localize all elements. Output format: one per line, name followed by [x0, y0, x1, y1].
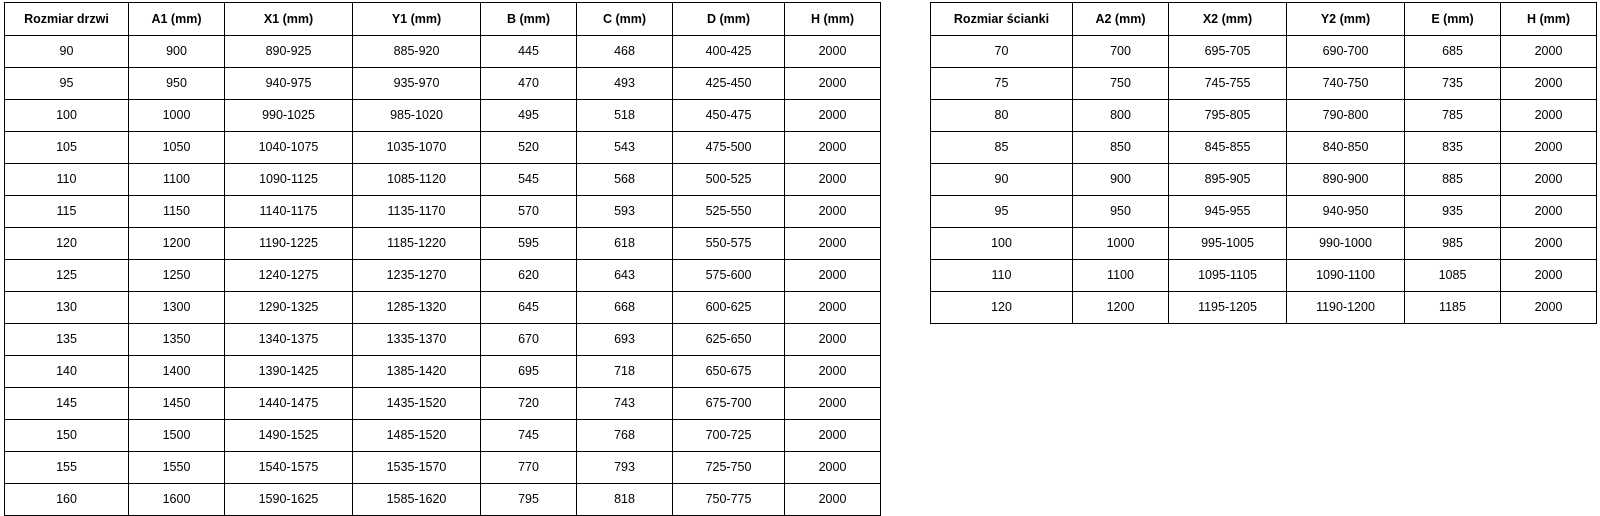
table-cell: 1240-1275 — [225, 260, 353, 292]
table-cell: 785 — [1405, 100, 1501, 132]
table-cell: 1535-1570 — [353, 452, 481, 484]
table-cell: 475-500 — [673, 132, 785, 164]
doors-column-header: Rozmiar drzwi — [5, 3, 129, 36]
table-cell: 468 — [577, 36, 673, 68]
table-cell: 90 — [931, 164, 1073, 196]
table-cell: 145 — [5, 388, 129, 420]
table-row — [931, 36, 1597, 68]
table-row — [5, 420, 881, 452]
table-cell: 885-920 — [353, 36, 481, 68]
doors-table-body — [5, 36, 881, 516]
table-cell: 520 — [481, 132, 577, 164]
table-cell: 1085 — [1405, 260, 1501, 292]
table-cell: 695 — [481, 356, 577, 388]
walls-table-body — [931, 36, 1597, 324]
table-cell: 668 — [577, 292, 673, 324]
table-cell: 1000 — [1073, 228, 1169, 260]
table-row — [931, 228, 1597, 260]
table-cell: 990-1000 — [1287, 228, 1405, 260]
table-cell: 1390-1425 — [225, 356, 353, 388]
table-cell: 1140-1175 — [225, 196, 353, 228]
table-cell: 2000 — [1501, 164, 1597, 196]
table-cell: 110 — [5, 164, 129, 196]
table-cell: 1000 — [129, 100, 225, 132]
table-row — [931, 132, 1597, 164]
walls-dimensions-table — [930, 2, 1597, 324]
table-cell: 1540-1575 — [225, 452, 353, 484]
table-cell: 618 — [577, 228, 673, 260]
walls-table-header — [931, 3, 1597, 36]
table-cell: 90 — [5, 36, 129, 68]
table-cell: 1350 — [129, 324, 225, 356]
table-cell: 735 — [1405, 68, 1501, 100]
walls-column-header: H (mm) — [1501, 3, 1597, 36]
table-row — [931, 164, 1597, 196]
table-cell: 745 — [481, 420, 577, 452]
walls-dimensions-table-container — [930, 2, 1597, 324]
table-cell: 840-850 — [1287, 132, 1405, 164]
table-cell: 885 — [1405, 164, 1501, 196]
table-cell: 1450 — [129, 388, 225, 420]
table-cell: 1150 — [129, 196, 225, 228]
table-row — [931, 68, 1597, 100]
table-cell: 155 — [5, 452, 129, 484]
table-cell: 1435-1520 — [353, 388, 481, 420]
table-cell: 625-650 — [673, 324, 785, 356]
walls-column-header: Rozmiar ścianki — [931, 3, 1073, 36]
table-cell: 1185 — [1405, 292, 1501, 324]
table-cell: 718 — [577, 356, 673, 388]
table-cell: 95 — [5, 68, 129, 100]
table-cell: 1550 — [129, 452, 225, 484]
table-cell: 70 — [931, 36, 1073, 68]
table-cell: 1190-1225 — [225, 228, 353, 260]
table-row — [5, 484, 881, 516]
table-cell: 140 — [5, 356, 129, 388]
table-cell: 985 — [1405, 228, 1501, 260]
table-cell: 700-725 — [673, 420, 785, 452]
table-cell: 130 — [5, 292, 129, 324]
table-cell: 740-750 — [1287, 68, 1405, 100]
table-cell: 995-1005 — [1169, 228, 1287, 260]
table-cell: 835 — [1405, 132, 1501, 164]
table-cell: 2000 — [785, 356, 881, 388]
table-row — [931, 196, 1597, 228]
table-row — [5, 228, 881, 260]
table-cell: 100 — [931, 228, 1073, 260]
table-cell: 990-1025 — [225, 100, 353, 132]
table-cell: 80 — [931, 100, 1073, 132]
table-row — [5, 36, 881, 68]
table-row — [5, 324, 881, 356]
table-cell: 570 — [481, 196, 577, 228]
table-cell: 845-855 — [1169, 132, 1287, 164]
table-cell: 940-975 — [225, 68, 353, 100]
table-cell: 1235-1270 — [353, 260, 481, 292]
table-cell: 690-700 — [1287, 36, 1405, 68]
table-row — [5, 196, 881, 228]
doors-column-header: D (mm) — [673, 3, 785, 36]
table-cell: 500-525 — [673, 164, 785, 196]
table-cell: 1290-1325 — [225, 292, 353, 324]
table-cell: 470 — [481, 68, 577, 100]
table-cell: 1600 — [129, 484, 225, 516]
table-cell: 95 — [931, 196, 1073, 228]
table-row — [931, 292, 1597, 324]
table-cell: 720 — [481, 388, 577, 420]
table-cell: 1440-1475 — [225, 388, 353, 420]
table-cell: 120 — [931, 292, 1073, 324]
doors-column-header: C (mm) — [577, 3, 673, 36]
table-cell: 85 — [931, 132, 1073, 164]
table-header-row — [5, 3, 881, 36]
table-cell: 1340-1375 — [225, 324, 353, 356]
table-cell: 685 — [1405, 36, 1501, 68]
table-cell: 545 — [481, 164, 577, 196]
table-cell: 935 — [1405, 196, 1501, 228]
table-cell: 770 — [481, 452, 577, 484]
table-cell: 890-900 — [1287, 164, 1405, 196]
table-cell: 2000 — [1501, 132, 1597, 164]
table-cell: 940-950 — [1287, 196, 1405, 228]
table-cell: 100 — [5, 100, 129, 132]
table-cell: 2000 — [1501, 260, 1597, 292]
table-cell: 643 — [577, 260, 673, 292]
table-cell: 2000 — [785, 324, 881, 356]
table-cell: 795-805 — [1169, 100, 1287, 132]
table-cell: 700 — [1073, 36, 1169, 68]
table-cell: 1195-1205 — [1169, 292, 1287, 324]
table-cell: 445 — [481, 36, 577, 68]
table-cell: 115 — [5, 196, 129, 228]
table-row — [5, 388, 881, 420]
table-cell: 2000 — [785, 452, 881, 484]
table-cell: 575-600 — [673, 260, 785, 292]
table-cell: 135 — [5, 324, 129, 356]
table-cell: 1490-1525 — [225, 420, 353, 452]
table-cell: 745-755 — [1169, 68, 1287, 100]
table-cell: 795 — [481, 484, 577, 516]
table-cell: 750-775 — [673, 484, 785, 516]
table-cell: 1090-1100 — [1287, 260, 1405, 292]
table-cell: 518 — [577, 100, 673, 132]
table-cell: 160 — [5, 484, 129, 516]
table-header-row — [931, 3, 1597, 36]
table-cell: 450-475 — [673, 100, 785, 132]
table-row — [5, 292, 881, 324]
table-cell: 2000 — [785, 132, 881, 164]
walls-column-header: E (mm) — [1405, 3, 1501, 36]
table-row — [5, 132, 881, 164]
table-cell: 2000 — [785, 228, 881, 260]
table-cell: 1190-1200 — [1287, 292, 1405, 324]
table-cell: 568 — [577, 164, 673, 196]
table-cell: 600-625 — [673, 292, 785, 324]
doors-column-header: Y1 (mm) — [353, 3, 481, 36]
table-cell: 120 — [5, 228, 129, 260]
walls-column-header: Y2 (mm) — [1287, 3, 1405, 36]
table-cell: 1040-1075 — [225, 132, 353, 164]
doors-column-header: A1 (mm) — [129, 3, 225, 36]
table-cell: 550-575 — [673, 228, 785, 260]
table-cell: 1485-1520 — [353, 420, 481, 452]
table-cell: 1590-1625 — [225, 484, 353, 516]
table-cell: 1100 — [129, 164, 225, 196]
table-cell: 593 — [577, 196, 673, 228]
table-cell: 543 — [577, 132, 673, 164]
table-cell: 935-970 — [353, 68, 481, 100]
table-cell: 1200 — [129, 228, 225, 260]
table-cell: 1135-1170 — [353, 196, 481, 228]
table-cell: 950 — [1073, 196, 1169, 228]
walls-column-header: X2 (mm) — [1169, 3, 1287, 36]
table-cell: 2000 — [785, 100, 881, 132]
table-cell: 850 — [1073, 132, 1169, 164]
table-row — [5, 164, 881, 196]
table-cell: 985-1020 — [353, 100, 481, 132]
table-cell: 1185-1220 — [353, 228, 481, 260]
table-cell: 793 — [577, 452, 673, 484]
table-cell: 2000 — [1501, 196, 1597, 228]
table-cell: 1200 — [1073, 292, 1169, 324]
table-cell: 1035-1070 — [353, 132, 481, 164]
table-cell: 2000 — [785, 196, 881, 228]
table-cell: 1285-1320 — [353, 292, 481, 324]
table-row — [931, 100, 1597, 132]
table-cell: 2000 — [785, 36, 881, 68]
table-cell: 1050 — [129, 132, 225, 164]
doors-column-header: X1 (mm) — [225, 3, 353, 36]
table-cell: 900 — [1073, 164, 1169, 196]
table-cell: 1385-1420 — [353, 356, 481, 388]
table-cell: 493 — [577, 68, 673, 100]
table-cell: 125 — [5, 260, 129, 292]
doors-column-header: H (mm) — [785, 3, 881, 36]
table-row — [5, 100, 881, 132]
table-cell: 425-450 — [673, 68, 785, 100]
table-cell: 2000 — [1501, 100, 1597, 132]
table-cell: 2000 — [785, 68, 881, 100]
table-cell: 595 — [481, 228, 577, 260]
table-row — [5, 68, 881, 100]
table-row — [5, 452, 881, 484]
table-cell: 693 — [577, 324, 673, 356]
table-cell: 2000 — [785, 388, 881, 420]
table-cell: 900 — [129, 36, 225, 68]
table-cell: 670 — [481, 324, 577, 356]
table-row — [931, 260, 1597, 292]
table-cell: 1400 — [129, 356, 225, 388]
table-cell: 2000 — [785, 164, 881, 196]
table-cell: 1250 — [129, 260, 225, 292]
table-cell: 675-700 — [673, 388, 785, 420]
table-cell: 2000 — [1501, 68, 1597, 100]
table-cell: 890-925 — [225, 36, 353, 68]
table-cell: 2000 — [1501, 292, 1597, 324]
table-cell: 743 — [577, 388, 673, 420]
doors-column-header: B (mm) — [481, 3, 577, 36]
table-cell: 2000 — [785, 292, 881, 324]
table-cell: 895-905 — [1169, 164, 1287, 196]
table-cell: 105 — [5, 132, 129, 164]
table-cell: 2000 — [1501, 228, 1597, 260]
table-cell: 1300 — [129, 292, 225, 324]
table-cell: 1085-1120 — [353, 164, 481, 196]
table-cell: 110 — [931, 260, 1073, 292]
table-cell: 495 — [481, 100, 577, 132]
table-cell: 2000 — [785, 420, 881, 452]
table-cell: 768 — [577, 420, 673, 452]
table-cell: 1090-1125 — [225, 164, 353, 196]
table-row — [5, 260, 881, 292]
table-cell: 645 — [481, 292, 577, 324]
table-cell: 2000 — [785, 484, 881, 516]
table-cell: 2000 — [1501, 36, 1597, 68]
table-cell: 725-750 — [673, 452, 785, 484]
table-cell: 1335-1370 — [353, 324, 481, 356]
table-cell: 750 — [1073, 68, 1169, 100]
doors-dimensions-table — [4, 2, 881, 516]
table-cell: 945-955 — [1169, 196, 1287, 228]
table-row — [5, 356, 881, 388]
table-cell: 950 — [129, 68, 225, 100]
table-cell: 1500 — [129, 420, 225, 452]
table-cell: 75 — [931, 68, 1073, 100]
walls-column-header: A2 (mm) — [1073, 3, 1169, 36]
table-cell: 620 — [481, 260, 577, 292]
table-cell: 790-800 — [1287, 100, 1405, 132]
table-cell: 818 — [577, 484, 673, 516]
table-cell: 1585-1620 — [353, 484, 481, 516]
table-cell: 525-550 — [673, 196, 785, 228]
table-cell: 400-425 — [673, 36, 785, 68]
doors-dimensions-table-container — [4, 2, 881, 516]
table-cell: 650-675 — [673, 356, 785, 388]
table-cell: 2000 — [785, 260, 881, 292]
table-cell: 695-705 — [1169, 36, 1287, 68]
table-cell: 1095-1105 — [1169, 260, 1287, 292]
table-cell: 800 — [1073, 100, 1169, 132]
doors-table-header — [5, 3, 881, 36]
table-cell: 150 — [5, 420, 129, 452]
table-cell: 1100 — [1073, 260, 1169, 292]
